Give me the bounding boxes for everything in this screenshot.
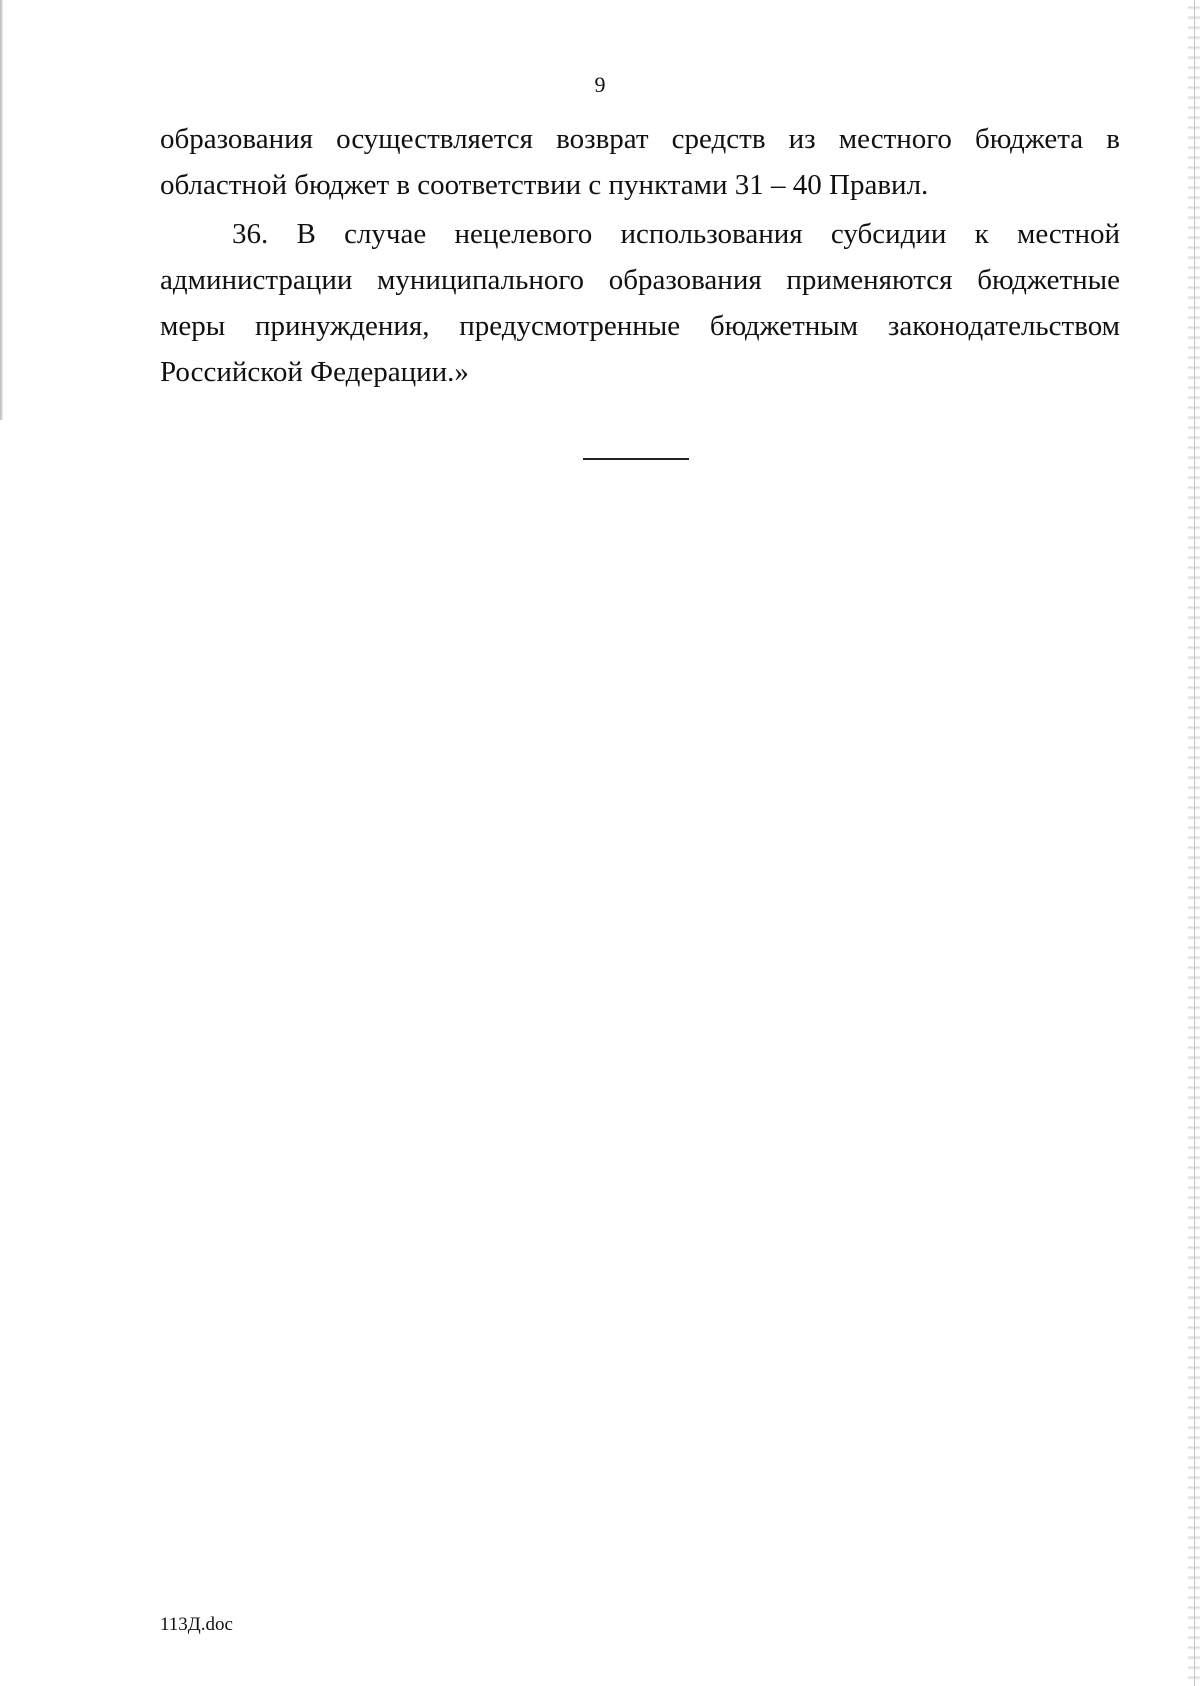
document-body — [160, 116, 1120, 395]
page-number: 9 — [594, 72, 606, 97]
scan-edge-left — [0, 0, 3, 420]
end-of-text-rule — [583, 458, 689, 460]
paragraph-continued: образования осуществляется возврат средств из местного бюджета в областной бюджет в соответствии с пунктами 31 – 40 Правил. — [160, 123, 1120, 201]
paragraph-36: 36. В случае нецелевого использования субсидии к местной администрации муниципального образования применяются бюджетные меры принуждения, предусмотренные бюджетным законодательством Российской Федерации.» — [160, 218, 1120, 388]
footer-filename: 113Д.doc — [160, 1614, 233, 1635]
scan-edge-right-line — [1194, 0, 1195, 1686]
